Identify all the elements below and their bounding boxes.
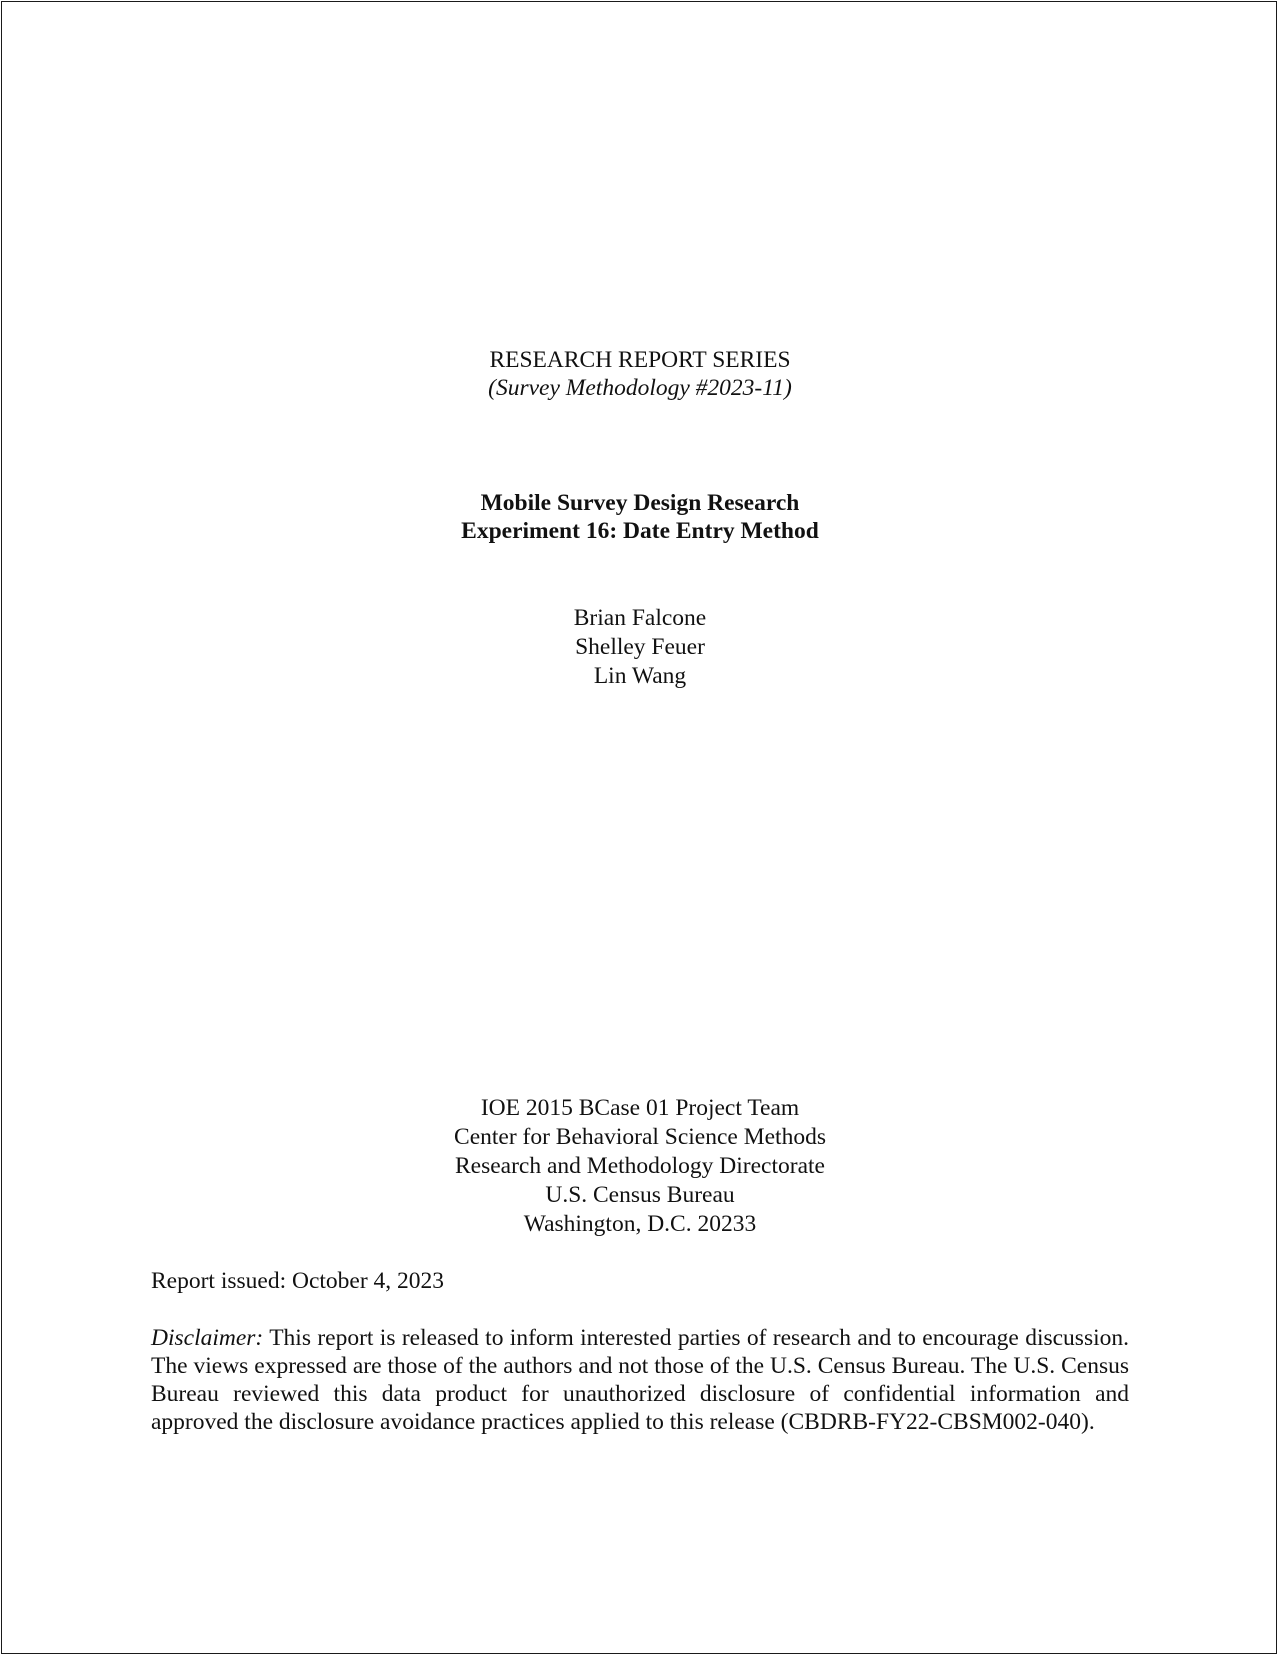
disclaimer-label: Disclaimer: — [151, 1325, 264, 1351]
report-issued-date: Report issued: October 4, 2023 — [151, 1268, 445, 1294]
disclaimer-paragraph — [151, 1324, 1129, 1436]
organization-block — [0, 1094, 1280, 1239]
center-name: Center for Behavioral Science Methods — [454, 1124, 826, 1150]
report-title-line-1: Mobile Survey Design Research — [480, 490, 800, 516]
disclaimer-text: This report is released to inform interested parties of research and to encourage discussion. The views expressed are those of the authors and not those of the U.S. Census Bureau. The U.S. Census Bureau reviewed this data product for unauthorized disclosure of confidential information and approved the disclosure avoidance practices applied to this release (CBDRB-FY22-CBSM002-040). — [151, 1325, 1129, 1435]
author-name: Lin Wang — [593, 663, 687, 689]
series-subtitle: (Survey Methodology #2023-11) — [488, 375, 792, 401]
author-list — [0, 604, 1280, 691]
address: Washington, D.C. 20233 — [523, 1211, 757, 1237]
author-name: Brian Falcone — [573, 605, 707, 631]
report-series-header — [0, 346, 1280, 402]
report-title — [0, 489, 1280, 545]
project-team: IOE 2015 BCase 01 Project Team — [480, 1095, 800, 1121]
directorate-name: Research and Methodology Directorate — [455, 1153, 825, 1179]
bureau-name: U.S. Census Bureau — [545, 1182, 735, 1208]
series-title: RESEARCH REPORT SERIES — [489, 347, 791, 373]
report-title-line-2: Experiment 16: Date Entry Method — [461, 518, 819, 544]
author-name: Shelley Feuer — [575, 634, 705, 660]
